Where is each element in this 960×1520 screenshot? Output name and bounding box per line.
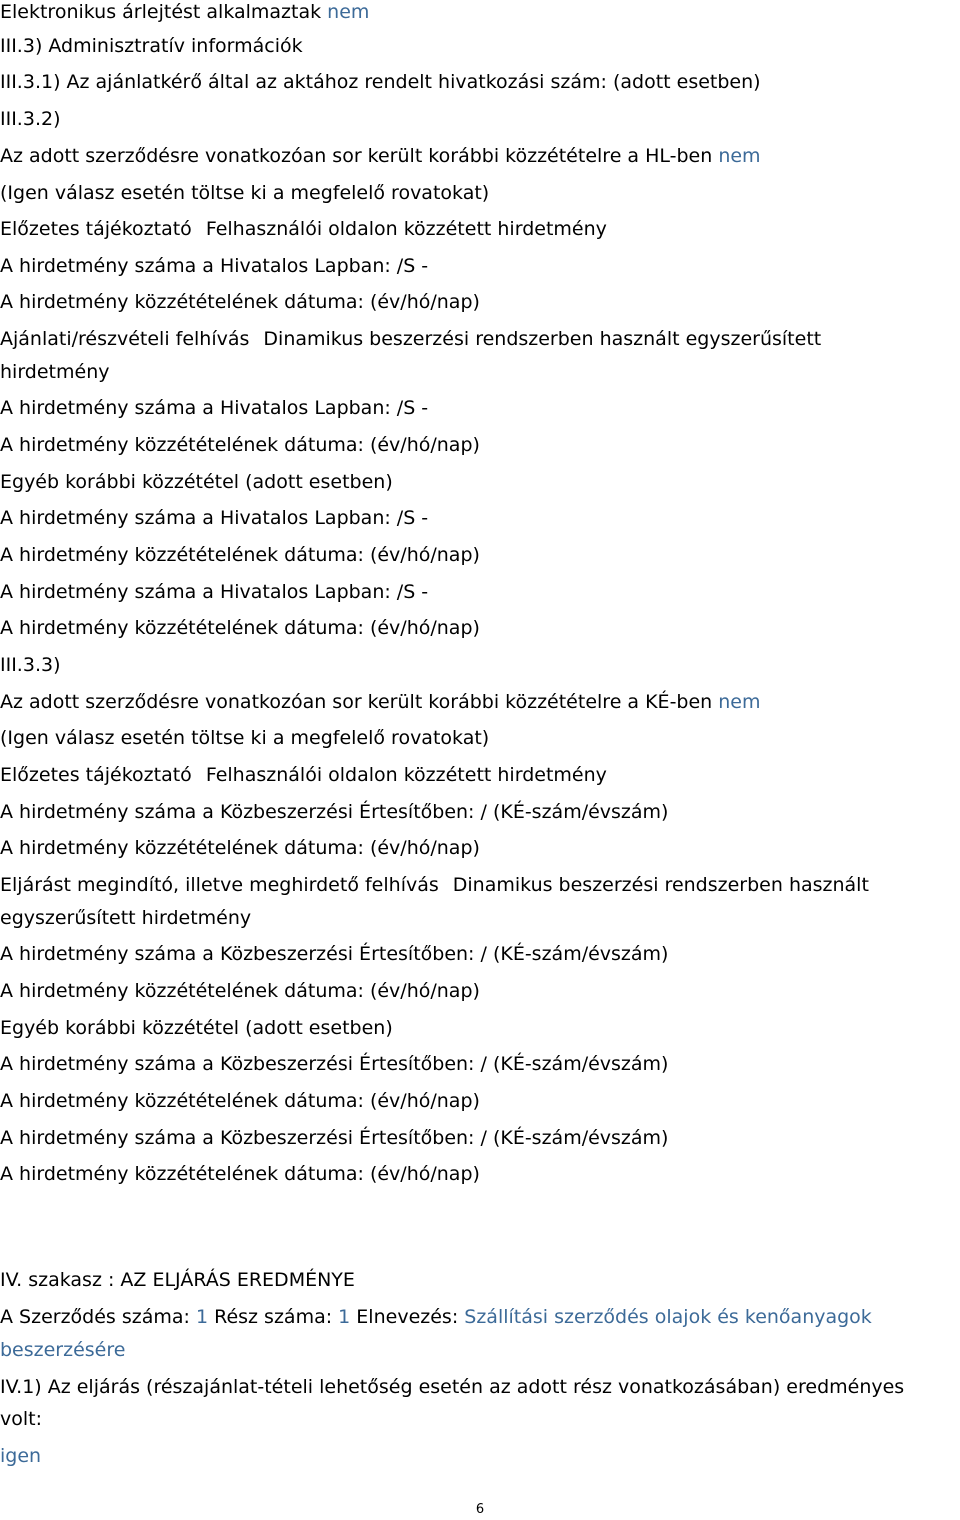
oj-notice-number: A hirdetmény száma a Hivatalos Lapban: /S - <box>0 397 429 419</box>
procedure-notice-line-cont: egyszerűsített hirdetmény <box>0 907 252 929</box>
ke-publication-line: Az adott szerződésre vonatkozóan sor került korábbi közzétételre a KÉ-ben nem <box>0 691 761 713</box>
result-question-cont: volt: <box>0 1408 42 1430</box>
call-for-tender-line: Ajánlati/részvételi felhívás Dinamikus beszerzési rendszerben használt egyszerűsített <box>0 328 822 350</box>
result-question: IV.1) Az eljárás (részajánlat-tételi lehetőség esetén az adott rész vonatkozásában) eredményes <box>0 1376 905 1398</box>
contract-name-cont: beszerzésére <box>0 1339 126 1361</box>
notice-types-line: Előzetes tájékoztató Felhasználói oldalon közzétett hirdetmény <box>0 218 607 240</box>
part-number: 1 <box>338 1306 351 1328</box>
eauction-value: nem <box>327 1 370 23</box>
hl-publication-line: Az adott szerződésre vonatkozóan sor került korábbi közzétételre a HL-ben nem <box>0 145 761 167</box>
hl-publication-value: nem <box>718 145 761 167</box>
other-publication-line: Egyéb korábbi közzététel (adott esetben) <box>0 1017 393 1039</box>
contract-line: A Szerződés száma: 1 Rész száma: 1 Elnevezés: Szállítási szerződés olajok és kenőanyagok <box>0 1306 872 1328</box>
call-for-tender-line-cont: hirdetmény <box>0 361 110 383</box>
contract-name: Szállítási szerződés olajok és kenőanyagok <box>464 1306 872 1328</box>
reference-number-line: III.3.1) Az ajánlatkérő által az aktához rendelt hivatkozási szám: (adott esetben) <box>0 71 761 93</box>
publication-date: A hirdetmény közzétételének dátuma: (év/hó/nap) <box>0 291 480 313</box>
procedure-notice-line: Eljárást megindító, illetve meghirdető felhívás Dinamikus beszerzési rendszerben használt <box>0 874 869 896</box>
publication-date: A hirdetmény közzétételének dátuma: (év/hó/nap) <box>0 1163 480 1185</box>
oj-notice-number: A hirdetmény száma a Hivatalos Lapban: /S - <box>0 255 429 277</box>
ke-notice-number: A hirdetmény száma a Közbeszerzési Értesítőben: / (KÉ-szám/évszám) <box>0 943 669 965</box>
instruction-line: (Igen válasz esetén töltse ki a megfelelő rovatokat) <box>0 727 490 749</box>
publication-date: A hirdetmény közzétételének dátuma: (év/hó/nap) <box>0 837 480 859</box>
ke-notice-number: A hirdetmény száma a Közbeszerzési Értesítőben: / (KÉ-szám/évszám) <box>0 1053 669 1075</box>
contract-number: 1 <box>195 1306 209 1328</box>
eauction-line: Elektronikus árlejtést alkalmaztak nem <box>0 1 370 23</box>
ke-notice-number: A hirdetmény száma a Közbeszerzési Értesítőben: / (KÉ-szám/évszám) <box>0 801 669 823</box>
result-answer: igen <box>0 1445 42 1467</box>
publication-date: A hirdetmény közzétételének dátuma: (év/hó/nap) <box>0 617 480 639</box>
subsection-333: III.3.3) <box>0 654 61 676</box>
publication-date: A hirdetmény közzétételének dátuma: (év/hó/nap) <box>0 544 480 566</box>
section-heading-admin: III.3) Adminisztratív információk <box>0 35 303 57</box>
ke-notice-number: A hirdetmény száma a Közbeszerzési Értesítőben: / (KÉ-szám/évszám) <box>0 1127 669 1149</box>
oj-notice-number: A hirdetmény száma a Hivatalos Lapban: /S - <box>0 581 429 603</box>
publication-date: A hirdetmény közzétételének dátuma: (év/hó/nap) <box>0 434 480 456</box>
oj-notice-number: A hirdetmény száma a Hivatalos Lapban: /S - <box>0 507 429 529</box>
page-number: 6 <box>475 1502 485 1517</box>
subsection-332: III.3.2) <box>0 108 61 130</box>
instruction-line: (Igen válasz esetén töltse ki a megfelelő rovatokat) <box>0 182 490 204</box>
ke-publication-value: nem <box>718 691 761 713</box>
other-publication-line: Egyéb korábbi közzététel (adott esetben) <box>0 471 393 493</box>
publication-date: A hirdetmény közzétételének dátuma: (év/hó/nap) <box>0 980 480 1002</box>
section-iv-heading: IV. szakasz : AZ ELJÁRÁS EREDMÉNYE <box>0 1269 355 1291</box>
notice-types-line: Előzetes tájékoztató Felhasználói oldalon közzétett hirdetmény <box>0 764 607 786</box>
publication-date: A hirdetmény közzétételének dátuma: (év/hó/nap) <box>0 1090 480 1112</box>
